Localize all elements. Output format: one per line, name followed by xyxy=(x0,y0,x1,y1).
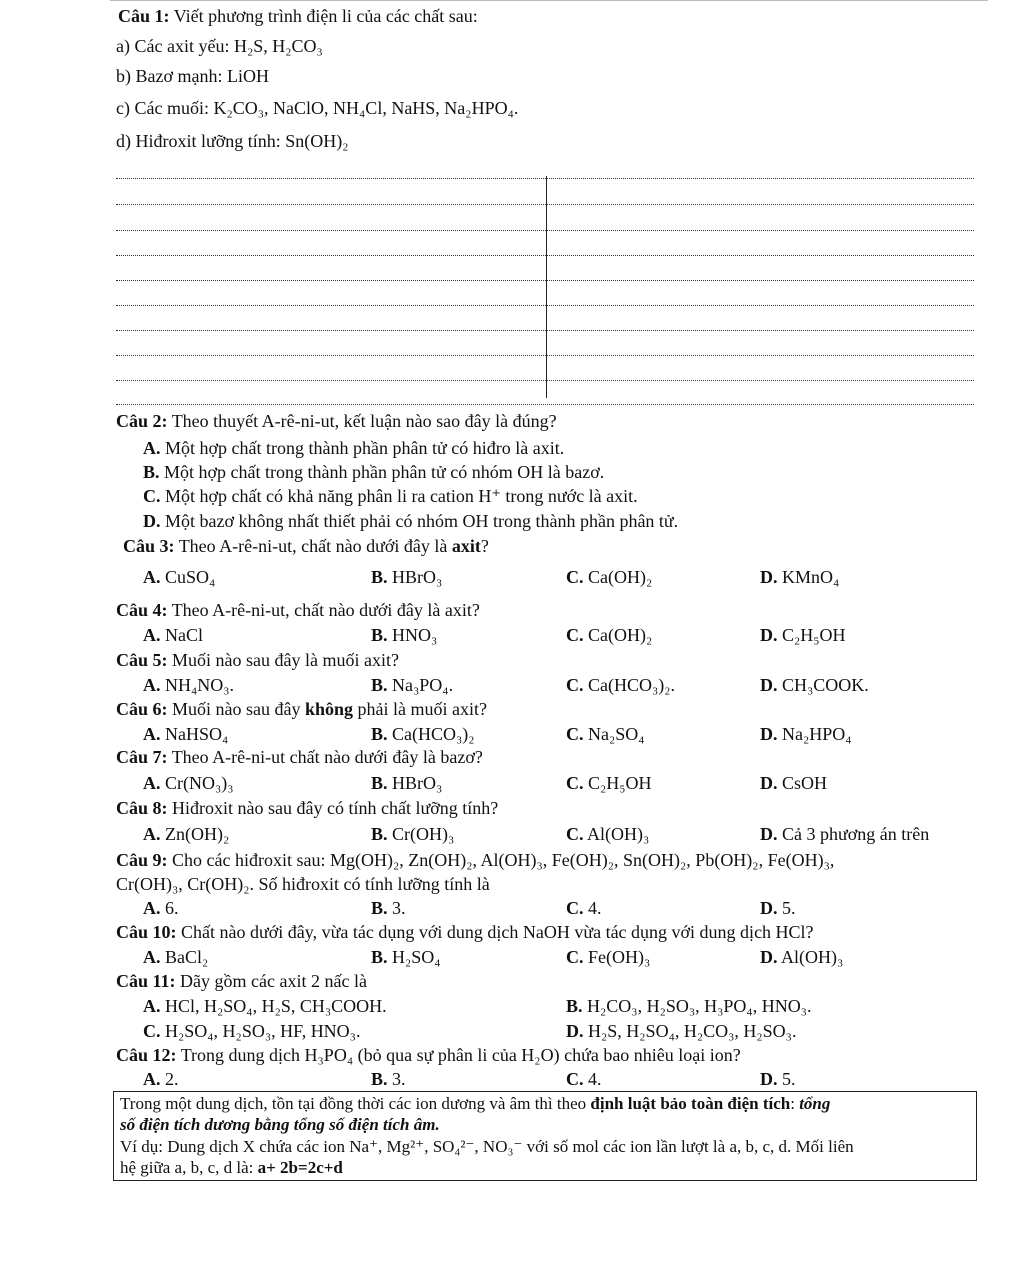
option-text: 5. xyxy=(777,898,796,918)
option-text: Na₂HPO₄ xyxy=(777,724,852,744)
option-text: Cr(NO₃)₃ xyxy=(160,773,234,793)
q10-text: Chất nào dưới đây, vừa tác dụng với dung dịch NaOH vừa tác dụng với dung dịch HCl? xyxy=(176,922,814,942)
option-text: Al(OH)₃ xyxy=(777,947,844,967)
q1-d xyxy=(116,130,349,152)
charge-conservation-note xyxy=(113,1091,977,1181)
option-text: H₂CO₃, H₂SO₃, H₃PO₄, HNO₃. xyxy=(582,996,812,1016)
q1-d-prefix: d) Hiđroxit lưỡng tính: xyxy=(116,131,286,151)
answer-line xyxy=(116,355,974,356)
q4-option-b[interactable] xyxy=(371,624,437,646)
option-text: 6. xyxy=(160,898,179,918)
q1-c-prefix: c) Các muối: xyxy=(116,98,214,118)
option-text: Zn(OH)₂ xyxy=(160,824,230,844)
q8-stem xyxy=(116,797,498,819)
option-text: Một hợp chất trong thành phần phân tử có nhóm OH là bazơ. xyxy=(159,462,605,482)
option-letter: A. xyxy=(143,947,161,967)
q1-text: Viết phương trình điện li của các chất sau: xyxy=(169,6,478,26)
q7-option-a[interactable] xyxy=(143,772,234,794)
q3-stem xyxy=(123,535,489,557)
answer-line xyxy=(116,178,974,179)
option-letter: C. xyxy=(143,1021,161,1041)
q11-option-d[interactable] xyxy=(566,1020,796,1042)
option-letter: D. xyxy=(760,898,778,918)
q5-option-b[interactable] xyxy=(371,674,453,696)
option-letter: A. xyxy=(143,625,161,645)
q2-option-d[interactable] xyxy=(143,510,678,532)
q8-option-d[interactable] xyxy=(760,823,929,845)
note-colon: : xyxy=(790,1094,800,1113)
option-text: Na₃PO₄. xyxy=(387,675,454,695)
option-text: Al(OH)₃ xyxy=(583,824,650,844)
q10-stem xyxy=(116,921,814,943)
q3-end: ? xyxy=(480,536,489,556)
q4-option-a[interactable] xyxy=(143,624,203,646)
q8-option-b[interactable] xyxy=(371,823,454,845)
q12-stem xyxy=(116,1044,741,1066)
option-text: HNO₃ xyxy=(387,625,438,645)
q12-text: Trong dung dịch H₃PO₄ (bỏ qua sự phân li của H₂O) chứa bao nhiêu loại ion? xyxy=(176,1045,741,1065)
option-letter: C. xyxy=(566,947,584,967)
option-letter: B. xyxy=(566,996,583,1016)
option-text: NH₄NO₃. xyxy=(160,675,235,695)
q5-text: Muối nào sau đây là muối axit? xyxy=(167,650,399,670)
option-text: NaHSO₄ xyxy=(160,724,229,744)
option-letter: C. xyxy=(566,824,584,844)
q3-bold-word: axit xyxy=(451,536,481,556)
q4-stem xyxy=(116,599,480,621)
q1-c xyxy=(116,97,518,119)
answer-divider xyxy=(546,176,547,398)
option-letter: A. xyxy=(143,898,161,918)
option-letter: C. xyxy=(566,898,584,918)
option-letter: A. xyxy=(143,567,161,587)
answer-line xyxy=(116,404,974,405)
option-letter: B. xyxy=(371,724,388,744)
option-text: C₂H₅OH xyxy=(777,625,846,645)
q8-label: Câu 8: xyxy=(116,798,168,818)
q2-option-b[interactable] xyxy=(143,461,604,483)
option-letter: A. xyxy=(143,724,161,744)
option-letter: A. xyxy=(143,773,161,793)
option-letter: B. xyxy=(371,824,388,844)
q4-option-d[interactable] xyxy=(760,624,846,646)
option-text: Cả 3 phương án trên xyxy=(777,824,930,844)
q1-d-formulas: Sn(OH)₂ xyxy=(285,131,349,151)
q3-option-d[interactable] xyxy=(760,566,839,588)
q1-b-formulas: LiOH xyxy=(227,66,269,86)
q1-b xyxy=(116,65,269,87)
q2-stem xyxy=(116,410,557,432)
answer-line xyxy=(116,380,974,381)
q9-option-c[interactable] xyxy=(566,897,602,919)
q1-a xyxy=(116,35,323,57)
option-text: 3. xyxy=(387,1069,406,1089)
option-text: HBrO₃ xyxy=(387,773,443,793)
q3-text: Theo A-rê-ni-ut, chất nào dưới đây là xyxy=(174,536,452,556)
option-letter: B. xyxy=(143,462,160,482)
q10-option-a[interactable] xyxy=(143,946,208,968)
q5-label: Câu 5: xyxy=(116,650,168,670)
answer-line xyxy=(116,255,974,256)
option-letter: A. xyxy=(143,824,161,844)
option-text: 2. xyxy=(160,1069,179,1089)
option-letter: C. xyxy=(566,675,584,695)
option-letter: B. xyxy=(371,773,388,793)
q1-c-formulas: K₂CO₃, NaClO, NH₄Cl, NaHS, Na₂HPO₄. xyxy=(213,98,519,118)
note-law-name: định luật bảo toàn điện tích xyxy=(590,1094,791,1113)
option-letter: B. xyxy=(371,675,388,695)
option-text: C₂H₅OH xyxy=(583,773,652,793)
option-text: Ca(HCO₃)₂ xyxy=(387,724,475,744)
option-letter: A. xyxy=(143,438,161,458)
q3-option-c[interactable] xyxy=(566,566,652,588)
option-letter: D. xyxy=(760,947,778,967)
note-line-3 xyxy=(120,1137,854,1157)
q8-option-a[interactable] xyxy=(143,823,229,845)
q9-label: Câu 9: xyxy=(116,850,168,870)
option-letter: D. xyxy=(566,1021,584,1041)
q10-option-c[interactable] xyxy=(566,946,650,968)
option-text: Một hợp chất trong thành phần phân tử có hiđro là axit. xyxy=(160,438,565,458)
q12-option-c[interactable] xyxy=(566,1068,602,1090)
option-letter: D. xyxy=(760,824,778,844)
top-rule xyxy=(110,0,988,1)
q3-option-b[interactable] xyxy=(371,566,442,588)
q3-label: Câu 3: xyxy=(123,536,175,556)
q9-text-line1: Cho các hiđroxit sau: Mg(OH)₂, Zn(OH)₂, Al(OH)₃, Fe(OH)₂, Sn(OH)₂, Pb(OH)₂, Fe(OH)₃, xyxy=(167,850,835,870)
note-line-1 xyxy=(120,1094,830,1114)
option-text: Ca(OH)₂ xyxy=(583,625,653,645)
option-letter: D. xyxy=(760,773,778,793)
q11-text: Dãy gồm các axit 2 nấc là xyxy=(175,971,367,991)
option-text: 4. xyxy=(583,1069,602,1089)
q1-a-formulas: H₂S, H₂CO₃ xyxy=(233,36,323,56)
option-text: Ca(HCO₃)₂. xyxy=(583,675,676,695)
q7-option-b[interactable] xyxy=(371,772,442,794)
note-emphasis-2: số điện tích dương bằng tổng số điện tích âm. xyxy=(120,1115,440,1134)
q7-label: Câu 7: xyxy=(116,747,168,767)
option-letter: C. xyxy=(143,486,161,506)
option-text: Một bazơ không nhất thiết phải có nhóm OH trong thành phần phân tử. xyxy=(160,511,679,531)
note-line-4 xyxy=(120,1158,343,1178)
q7-text: Theo A-rê-ni-ut chất nào dưới đây là bazơ? xyxy=(167,747,483,767)
q9-stem xyxy=(116,849,834,871)
option-letter: C. xyxy=(566,625,584,645)
q11-option-a[interactable] xyxy=(143,995,387,1017)
option-text: HCl, H₂SO₄, H₂S, CH₃COOH. xyxy=(160,996,387,1016)
option-text: CsOH xyxy=(777,773,828,793)
q10-option-b[interactable] xyxy=(371,946,441,968)
option-letter: B. xyxy=(371,1069,388,1089)
option-letter: A. xyxy=(143,675,161,695)
q9-option-d[interactable] xyxy=(760,897,796,919)
q4-option-c[interactable] xyxy=(566,624,652,646)
option-text: Một hợp chất có khả năng phân li ra cation H⁺ trong nước là axit. xyxy=(160,486,638,506)
q2-text: Theo thuyết A-rê-ni-ut, kết luận nào sao đây là đúng? xyxy=(167,411,557,431)
option-text: HBrO₃ xyxy=(387,567,443,587)
q12-option-b[interactable] xyxy=(371,1068,406,1090)
q6-option-a[interactable] xyxy=(143,723,228,745)
q7-stem xyxy=(116,746,483,768)
option-letter: B. xyxy=(371,898,388,918)
option-text: KMnO₄ xyxy=(777,567,840,587)
option-text: CuSO₄ xyxy=(160,567,216,587)
q4-text: Theo A-rê-ni-ut, chất nào dưới đây là axit? xyxy=(167,600,480,620)
option-letter: A. xyxy=(143,996,161,1016)
note-relation: a+ 2b=2c+d xyxy=(257,1158,343,1177)
option-letter: B. xyxy=(371,567,388,587)
option-letter: D. xyxy=(760,724,778,744)
q9-text-line2: Cr(OH)₃, Cr(OH)₂. Số hiđroxit có tính lưỡng tính là xyxy=(116,874,490,894)
q6-bold-word: không xyxy=(305,699,354,719)
option-letter: D. xyxy=(760,625,778,645)
option-text: H₂SO₄ xyxy=(387,947,441,967)
option-letter: A. xyxy=(143,1069,161,1089)
q11-option-b[interactable] xyxy=(566,995,811,1017)
option-letter: C. xyxy=(566,724,584,744)
q2-label: Câu 2: xyxy=(116,411,168,431)
option-letter: B. xyxy=(371,947,388,967)
q5-option-a[interactable] xyxy=(143,674,234,696)
q4-label: Câu 4: xyxy=(116,600,168,620)
q10-option-d[interactable] xyxy=(760,946,843,968)
answer-line xyxy=(116,204,974,205)
q6-text-pre: Muối nào sau đây xyxy=(167,699,305,719)
q12-option-d[interactable] xyxy=(760,1068,796,1090)
q6-label: Câu 6: xyxy=(116,699,168,719)
q8-option-c[interactable] xyxy=(566,823,649,845)
option-text: 4. xyxy=(583,898,602,918)
option-text: H₂SO₄, H₂SO₃, HF, HNO₃. xyxy=(160,1021,361,1041)
q6-option-d[interactable] xyxy=(760,723,852,745)
q1-a-prefix: a) Các axit yếu: xyxy=(116,36,234,56)
q3-option-a[interactable] xyxy=(143,566,215,588)
note-emphasis: tổng xyxy=(799,1094,831,1113)
option-text: 3. xyxy=(387,898,406,918)
q2-option-a[interactable] xyxy=(143,437,564,459)
note-relation-prefix: hệ giữa a, b, c, d là: xyxy=(120,1158,258,1177)
note-line-2 xyxy=(120,1115,440,1135)
option-text: Fe(OH)₃ xyxy=(583,947,651,967)
option-text: H₂S, H₂SO₄, H₂CO₃, H₂SO₃. xyxy=(583,1021,797,1041)
note-example: Ví dụ: Dung dịch X chứa các ion Na⁺, Mg²⁺, SO₄²⁻, NO₃⁻ với số mol các ion lần lượt là a, b, c, d. Mối liên xyxy=(120,1137,854,1156)
note-text: Trong một dung dịch, tồn tại đồng thời các ion dương và âm thì theo xyxy=(120,1094,591,1113)
answer-line xyxy=(116,330,974,331)
q6-text-post: phải là muối axit? xyxy=(353,699,488,719)
option-letter: C. xyxy=(566,1069,584,1089)
q1-title xyxy=(118,5,478,27)
option-text: Ca(OH)₂ xyxy=(583,567,653,587)
q11-stem xyxy=(116,970,367,992)
q6-stem xyxy=(116,698,487,720)
q1-label: Câu 1: xyxy=(118,6,170,26)
answer-line xyxy=(116,280,974,281)
q9-stem-line2 xyxy=(116,873,490,895)
q5-option-d[interactable] xyxy=(760,674,869,696)
q11-label: Câu 11: xyxy=(116,971,176,991)
option-text: CH₃COOK. xyxy=(777,675,869,695)
option-letter: C. xyxy=(566,773,584,793)
answer-line xyxy=(116,230,974,231)
option-letter: D. xyxy=(760,567,778,587)
option-letter: B. xyxy=(371,625,388,645)
q7-option-d[interactable] xyxy=(760,772,827,794)
q7-option-c[interactable] xyxy=(566,772,652,794)
q9-option-a[interactable] xyxy=(143,897,179,919)
option-letter: D. xyxy=(143,511,161,531)
q12-label: Câu 12: xyxy=(116,1045,177,1065)
option-text: BaCl₂ xyxy=(160,947,209,967)
answer-line xyxy=(116,305,974,306)
option-text: Cr(OH)₃ xyxy=(387,824,455,844)
option-letter: D. xyxy=(760,675,778,695)
option-letter: D. xyxy=(760,1069,778,1089)
option-text: Na₂SO₄ xyxy=(583,724,645,744)
option-letter: C. xyxy=(566,567,584,587)
q2-option-c[interactable] xyxy=(143,485,638,507)
q9-option-b[interactable] xyxy=(371,897,406,919)
q6-option-b[interactable] xyxy=(371,723,475,745)
q5-stem xyxy=(116,649,399,671)
q1-b-prefix: b) Bazơ mạnh: xyxy=(116,66,227,86)
q6-option-c[interactable] xyxy=(566,723,645,745)
q8-text: Hiđroxit nào sau đây có tính chất lưỡng tính? xyxy=(167,798,499,818)
q5-option-c[interactable] xyxy=(566,674,675,696)
option-text: 5. xyxy=(777,1069,796,1089)
option-text: NaCl xyxy=(160,625,203,645)
q11-option-c[interactable] xyxy=(143,1020,360,1042)
q10-label: Câu 10: xyxy=(116,922,177,942)
q12-option-a[interactable] xyxy=(143,1068,179,1090)
